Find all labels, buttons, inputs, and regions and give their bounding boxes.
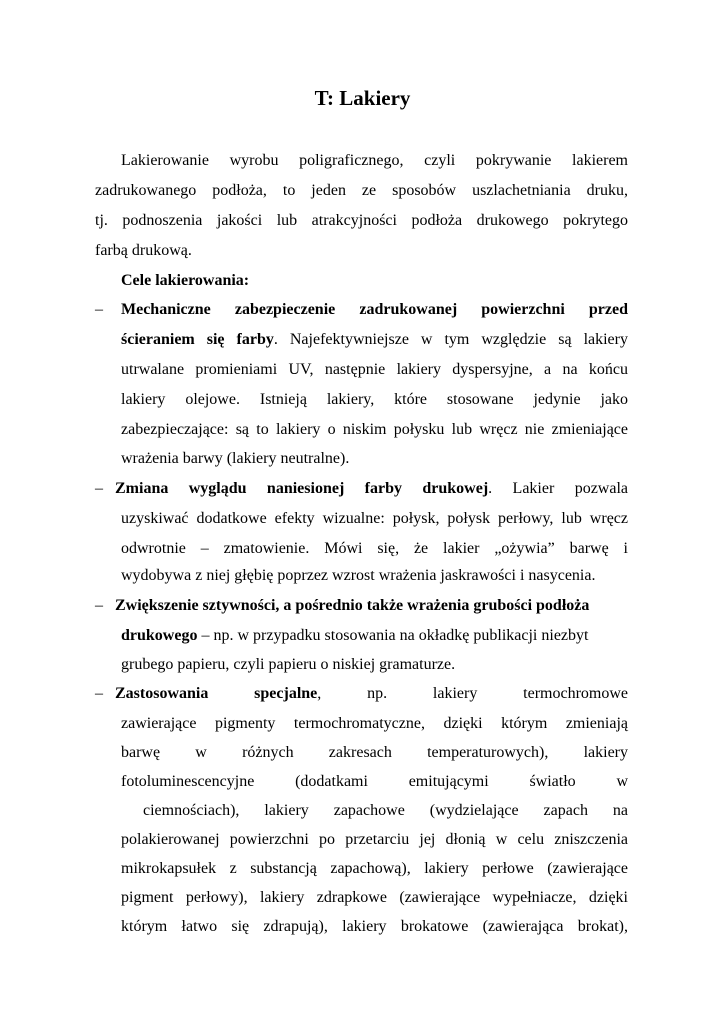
item2-rest: . Lakier pozwala	[488, 480, 628, 497]
list-bullet: –	[95, 301, 103, 318]
item4-line-5: ciemnościach), lakiery zapachowe (wydzielające zapach na	[143, 802, 628, 819]
item1-line-3: utrwalane promieniami UV, następnie lakiery dyspersyjne, a na końcu	[121, 361, 628, 378]
item2-line-3: odwrotnie – zmatowienie. Mówi się, że lakier „ożywia” barwę i	[121, 540, 628, 557]
intro-line-4: farbą drukową.	[95, 242, 192, 259]
list-bullet: –	[95, 480, 103, 497]
item3-bold: drukowego	[121, 627, 198, 644]
item4-line-1	[115, 684, 628, 704]
item4-line-8: pigment perłowy), lakiery zdrapkowe (zawierające wypełniacze, dzięki	[121, 889, 628, 906]
intro-line-1: Lakierowanie wyrobu poligraficznego, czyli pokrywanie lakierem	[121, 152, 628, 169]
list-bullet: –	[95, 685, 103, 702]
goals-heading: Cele lakierowania:	[121, 272, 250, 289]
item2-bold: Zmiana wyglądu naniesionej farby drukowej	[115, 480, 489, 497]
item4-bold: Zastosowania specjalne	[115, 685, 318, 702]
item3-rest: – np. w przypadku stosowania na okładkę publikacji niezbyt	[197, 627, 589, 644]
item4-line-2: zawierające pigmenty termochromatyczne, dzięki którym zmieniają	[121, 715, 628, 732]
item3-line-2	[121, 626, 588, 646]
item1-line-2	[121, 330, 628, 350]
intro-line-2: zadrukowanego podłoża, to jeden ze sposobów uszlachetniania druku,	[95, 182, 628, 199]
intro-line-3: tj. podnoszenia jakości lub atrakcyjności podłoża drukowego pokrytego	[95, 212, 628, 229]
item2-line-2: uzyskiwać dodatkowe efekty wizualne: połysk, połysk perłowy, lub wręcz	[121, 510, 628, 527]
item1-line-4: lakiery olejowe. Istnieją lakiery, które stosowane jedynie jako	[121, 391, 628, 408]
item1-line-1: Mechaniczne zabezpieczenie zadrukowanej powierzchni przed	[121, 301, 628, 318]
item2-line-1	[115, 479, 628, 499]
item1-bold: ścieraniem się farby	[121, 331, 274, 348]
item4-rest: , np. lakiery termochromowe	[317, 685, 629, 702]
list-bullet: –	[95, 597, 103, 614]
item4-line-3: barwę w różnych zakresach temperaturowych), lakiery	[121, 744, 628, 761]
item1-line-5: zabezpieczające: są to lakiery o niskim połysku lub wręcz nie zmieniające	[121, 421, 628, 438]
page-title: T: Lakiery	[314, 86, 411, 110]
item4-line-6: polakierowanej powierzchni po przetarciu jej dłonią w celu zniszczenia	[121, 831, 628, 848]
item4-line-9: którym łatwo się zdrapują), lakiery brokatowe (zawierająca brokat),	[121, 918, 628, 935]
item4-line-4: fotoluminescencyjne (dodatkami emitującymi światło w	[121, 773, 628, 790]
item2-line-4: wydobywa z niej głębię poprzez wzrost wrażenia jaskrawości i nasycenia.	[121, 567, 596, 584]
item4-line-7: mikrokapsułek z substancją zapachową), lakiery perłowe (zawierające	[121, 860, 628, 877]
item3-line-1: Zwiększenie sztywności, a pośrednio także wrażenia grubości podłoża	[115, 597, 590, 614]
item1-rest: . Najefektywniejsze w tym względzie są lakiery	[273, 331, 628, 348]
item1-line-6: wrażenia barwy (lakiery neutralne).	[121, 450, 350, 467]
item3-line-3: grubego papieru, czyli papieru o niskiej gramaturze.	[121, 656, 456, 673]
